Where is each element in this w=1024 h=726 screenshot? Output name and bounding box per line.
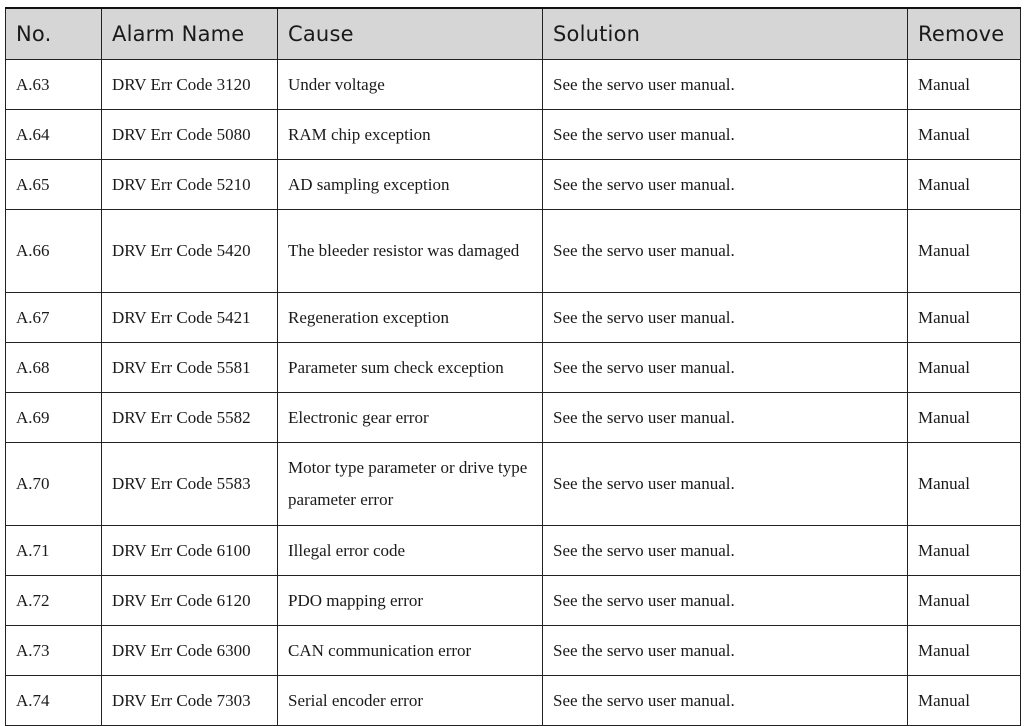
table-row xyxy=(6,576,1021,626)
cell-cause: Serial encoder error xyxy=(278,676,543,726)
alarm-table xyxy=(5,7,1021,726)
header-solution: Solution xyxy=(543,8,908,60)
cell-solution: See the servo user manual. xyxy=(543,210,908,293)
cell-alarm-name: DRV Err Code 5582 xyxy=(102,393,278,443)
cell-remove: Manual xyxy=(908,676,1021,726)
cell-solution: See the servo user manual. xyxy=(543,526,908,576)
table-row xyxy=(6,343,1021,393)
header-remove: Remove xyxy=(908,8,1021,60)
cell-cause: The bleeder resistor was damaged xyxy=(278,210,543,293)
cell-remove: Manual xyxy=(908,576,1021,626)
cell-remove: Manual xyxy=(908,210,1021,293)
cell-alarm-name: DRV Err Code 6100 xyxy=(102,526,278,576)
cell-cause: RAM chip exception xyxy=(278,110,543,160)
cell-alarm-name: DRV Err Code 5080 xyxy=(102,110,278,160)
cell-remove: Manual xyxy=(908,293,1021,343)
cell-solution: See the servo user manual. xyxy=(543,393,908,443)
table-row xyxy=(6,526,1021,576)
table-row xyxy=(6,60,1021,110)
cell-no: A.74 xyxy=(6,676,102,726)
cell-no: A.63 xyxy=(6,60,102,110)
cell-solution: See the servo user manual. xyxy=(543,443,908,526)
cell-alarm-name: DRV Err Code 5581 xyxy=(102,343,278,393)
cell-alarm-name: DRV Err Code 3120 xyxy=(102,60,278,110)
cell-cause: Regeneration exception xyxy=(278,293,543,343)
table-row xyxy=(6,676,1021,726)
cell-solution: See the servo user manual. xyxy=(543,343,908,393)
cell-solution: See the servo user manual. xyxy=(543,293,908,343)
table-row xyxy=(6,210,1021,293)
cell-remove: Manual xyxy=(908,626,1021,676)
cell-solution: See the servo user manual. xyxy=(543,60,908,110)
cell-no: A.70 xyxy=(6,443,102,526)
table-row xyxy=(6,443,1021,526)
cell-alarm-name: DRV Err Code 6120 xyxy=(102,576,278,626)
cell-remove: Manual xyxy=(908,60,1021,110)
cell-cause: Motor type parameter or drive type parameter error xyxy=(278,443,543,526)
cell-no: A.69 xyxy=(6,393,102,443)
table-row xyxy=(6,110,1021,160)
cell-solution: See the servo user manual. xyxy=(543,576,908,626)
cell-alarm-name: DRV Err Code 5421 xyxy=(102,293,278,343)
cell-cause: AD sampling exception xyxy=(278,160,543,210)
cell-alarm-name: DRV Err Code 5420 xyxy=(102,210,278,293)
cell-no: A.71 xyxy=(6,526,102,576)
table-row xyxy=(6,626,1021,676)
table-row xyxy=(6,393,1021,443)
table-row xyxy=(6,293,1021,343)
cell-no: A.65 xyxy=(6,160,102,210)
cell-alarm-name: DRV Err Code 5583 xyxy=(102,443,278,526)
cell-no: A.64 xyxy=(6,110,102,160)
table-row xyxy=(6,160,1021,210)
cell-cause: CAN communication error xyxy=(278,626,543,676)
cell-alarm-name: DRV Err Code 6300 xyxy=(102,626,278,676)
header-no: No. xyxy=(6,8,102,60)
cell-remove: Manual xyxy=(908,526,1021,576)
table-body xyxy=(6,60,1021,726)
header-row xyxy=(6,8,1021,60)
header-cause: Cause xyxy=(278,8,543,60)
cell-remove: Manual xyxy=(908,160,1021,210)
cell-solution: See the servo user manual. xyxy=(543,626,908,676)
cell-alarm-name: DRV Err Code 7303 xyxy=(102,676,278,726)
cell-no: A.73 xyxy=(6,626,102,676)
cell-remove: Manual xyxy=(908,110,1021,160)
cell-cause: Electronic gear error xyxy=(278,393,543,443)
cell-remove: Manual xyxy=(908,393,1021,443)
cell-remove: Manual xyxy=(908,443,1021,526)
cell-no: A.72 xyxy=(6,576,102,626)
cell-solution: See the servo user manual. xyxy=(543,110,908,160)
cell-no: A.66 xyxy=(6,210,102,293)
cell-cause: Illegal error code xyxy=(278,526,543,576)
table-header xyxy=(6,8,1021,60)
cell-solution: See the servo user manual. xyxy=(543,160,908,210)
cell-solution: See the servo user manual. xyxy=(543,676,908,726)
cell-no: A.67 xyxy=(6,293,102,343)
cell-remove: Manual xyxy=(908,343,1021,393)
cell-cause: Parameter sum check exception xyxy=(278,343,543,393)
cell-alarm-name: DRV Err Code 5210 xyxy=(102,160,278,210)
header-alarm-name: Alarm Name xyxy=(102,8,278,60)
cell-cause: Under voltage xyxy=(278,60,543,110)
cell-no: A.68 xyxy=(6,343,102,393)
cell-cause: PDO mapping error xyxy=(278,576,543,626)
